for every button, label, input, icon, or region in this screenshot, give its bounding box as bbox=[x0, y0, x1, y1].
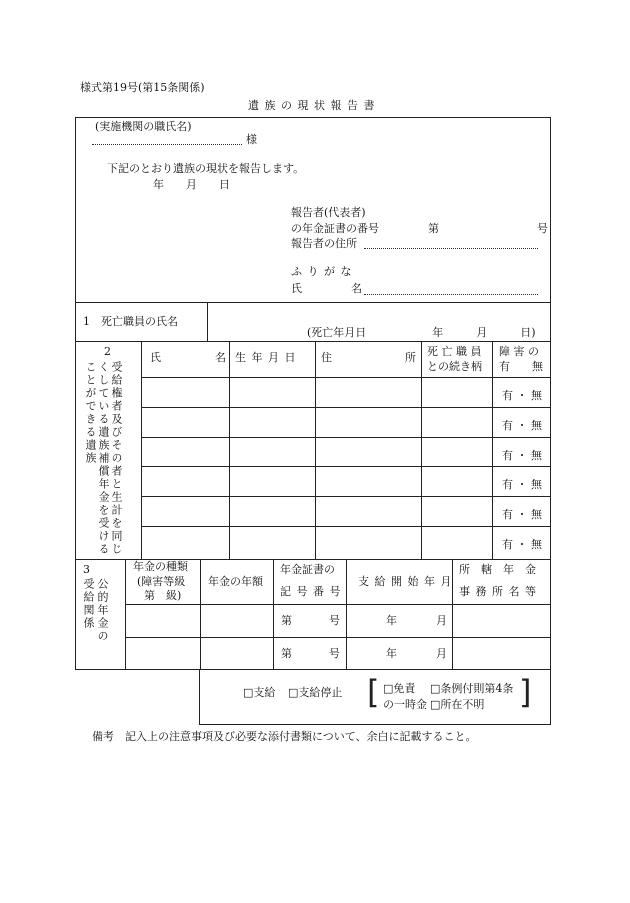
pension-number-label: の年金証書の番号 bbox=[291, 222, 379, 235]
pension-number-dai: 第 bbox=[428, 222, 439, 235]
s2-header-relation-2: との続き柄 bbox=[427, 360, 482, 373]
right-bracket-icon: ] bbox=[519, 673, 532, 711]
status-box-bottom bbox=[199, 724, 551, 725]
s2-col-line-1 bbox=[141, 341, 142, 560]
s3-header-type-1: 年金の種類 bbox=[133, 560, 188, 573]
outer-bottom-border bbox=[75, 669, 551, 670]
disability-yes-no[interactable]: 有 ・ 無 bbox=[502, 449, 542, 462]
left-bracket-icon: [ bbox=[367, 673, 380, 711]
remarks-text: 備考 記入上の注意事項及び必要な添付書類について、余白に記載すること。 bbox=[92, 730, 477, 743]
s2-header-disability-1: 障 害 の bbox=[499, 345, 539, 358]
checkbox-unknown[interactable]: □所在不明 bbox=[430, 698, 485, 711]
s3-col-line-2 bbox=[200, 559, 201, 670]
s2-header-disability-2: 有 無 bbox=[499, 360, 543, 373]
checkbox-pay[interactable]: □支給 bbox=[243, 686, 276, 699]
reporter-name-field[interactable] bbox=[364, 294, 538, 295]
disability-yes-no[interactable]: 有 ・ 無 bbox=[502, 478, 542, 491]
s3-header-type-2: (障害等級 bbox=[137, 575, 186, 588]
s2-row-line bbox=[141, 466, 551, 467]
start-year: 年 bbox=[386, 647, 397, 660]
s3-col-line-1 bbox=[125, 559, 126, 670]
s2-col-line-4 bbox=[421, 341, 422, 560]
status-box-right bbox=[550, 669, 551, 725]
s2-col-line-3 bbox=[315, 341, 316, 560]
agency-name-field[interactable] bbox=[92, 144, 242, 145]
agency-label: (実施機関の職氏名) bbox=[95, 120, 192, 133]
s2-header-name-2: 名 bbox=[215, 351, 226, 364]
s3-col-line-4 bbox=[346, 559, 347, 670]
checkbox-exempt[interactable]: □免責 bbox=[383, 682, 416, 695]
s3-col-line-3 bbox=[273, 559, 274, 670]
disability-yes-no[interactable]: 有 ・ 無 bbox=[502, 508, 542, 521]
s2-header-birthdate: 生 年 月 日 bbox=[235, 351, 297, 364]
status-box-left bbox=[199, 669, 200, 725]
s2-row-line bbox=[141, 496, 551, 497]
form-number: 様式第19号(第15条関係) bbox=[80, 81, 205, 94]
s2-header-name-1: 氏 bbox=[150, 351, 161, 364]
death-date[interactable]: (死亡年月日 年 月 日) bbox=[307, 326, 536, 339]
s3-header-cert-2: 記 号 番 号 bbox=[280, 585, 342, 598]
lump-sum-label: の一時金 bbox=[383, 698, 427, 711]
address-label: 報告者の住所 bbox=[291, 237, 357, 250]
disability-yes-no[interactable]: 有 ・ 無 bbox=[502, 389, 542, 402]
s3-header-amount: 年金の年額 bbox=[208, 575, 263, 588]
s2-row-line bbox=[141, 437, 551, 438]
section1-divider bbox=[207, 302, 208, 341]
section2-top-border bbox=[75, 341, 551, 342]
s2-row-line bbox=[141, 526, 551, 527]
s3-header-type-3: 第 級) bbox=[144, 589, 182, 602]
s2-header-address-2: 所 bbox=[405, 351, 416, 364]
section3-side-label-a: 公的年金の bbox=[96, 578, 109, 643]
s2-header-relation-1: 死 亡 職 員 bbox=[427, 345, 482, 358]
form-title: 遺 族 の 現 状 報 告 書 bbox=[248, 99, 376, 112]
section2-number: 2 bbox=[104, 345, 111, 358]
s2-header-address-1: 住 bbox=[321, 351, 332, 364]
outer-left-border bbox=[75, 117, 76, 670]
checkbox-stop[interactable]: □支給停止 bbox=[288, 686, 343, 699]
name-label-first: 氏 bbox=[291, 282, 302, 295]
s2-row-line bbox=[141, 407, 551, 408]
address-field[interactable] bbox=[364, 248, 538, 249]
s3-header-start: 支 給 開 始 年 月 bbox=[358, 575, 453, 588]
cert-dai: 第 bbox=[281, 647, 292, 660]
s2-col-line-2 bbox=[229, 341, 230, 560]
report-date[interactable]: 年 月 日 bbox=[153, 178, 230, 191]
start-year: 年 bbox=[386, 614, 397, 627]
start-month: 月 bbox=[436, 614, 447, 627]
cert-go: 号 bbox=[329, 647, 340, 660]
statement-text: 下記のとおり遺族の現状を報告します。 bbox=[107, 162, 305, 175]
checkbox-rule[interactable]: □条例付則第4条 bbox=[430, 682, 514, 695]
section1-label: 1 死亡職員の氏名 bbox=[83, 315, 178, 328]
section3-side-label-b: 受給関係 bbox=[82, 578, 95, 630]
s2-row-line bbox=[141, 377, 551, 378]
outer-top-border bbox=[75, 117, 551, 118]
cert-dai: 第 bbox=[281, 614, 292, 627]
pension-number-go: 号 bbox=[537, 222, 548, 235]
sama-label: 様 bbox=[246, 133, 257, 146]
section1-top-border bbox=[75, 302, 551, 303]
s3-header-office-1: 所 轄 年 金 bbox=[459, 563, 536, 576]
s3-header-office-2: 事 務 所 名 等 bbox=[459, 585, 537, 598]
disability-yes-no[interactable]: 有 ・ 無 bbox=[502, 538, 542, 551]
disability-yes-no[interactable]: 有 ・ 無 bbox=[502, 419, 542, 432]
section2-side-label: 受給権者及びその者と生計を同じくしている遺族補償年金を受けることができる遺族 bbox=[84, 361, 123, 556]
s3-row-line bbox=[125, 604, 551, 605]
cert-go: 号 bbox=[329, 614, 340, 627]
section3-number: 3 bbox=[83, 563, 90, 576]
name-label-second: 名 bbox=[351, 282, 362, 295]
furigana-label: ふ り が な bbox=[291, 265, 353, 278]
start-month: 月 bbox=[436, 647, 447, 660]
s3-header-cert-1: 年金証書の bbox=[280, 563, 335, 576]
reporter-label: 報告者(代表者) bbox=[291, 206, 366, 219]
s3-row-line bbox=[125, 637, 551, 638]
